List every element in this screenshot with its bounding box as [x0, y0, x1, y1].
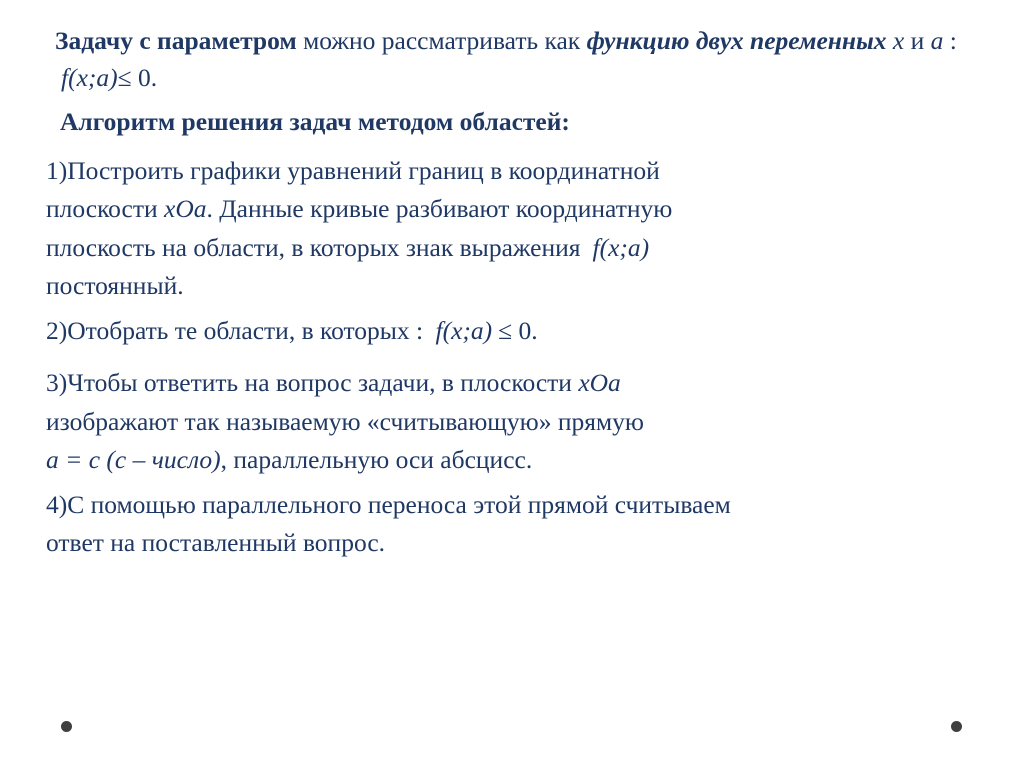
step-4-line-1: 4)С помощью параллельного переноса этой прямой считываем [46, 490, 731, 520]
step-1-line-4: постоянный. [46, 270, 184, 300]
intro-colon: : [943, 26, 957, 55]
step-2-formula: f(x;a) [435, 316, 493, 346]
intro-italic-x: x [886, 26, 905, 55]
step-3 [46, 364, 978, 479]
step-3-line-3-rest: , параллельную оси абсцисс. [220, 444, 533, 474]
step-2-line-1-a: 2)Отобрать те области, в которых : [46, 316, 430, 346]
step-3-line-3 [46, 441, 978, 479]
step-1-line-2-a: плоскости [46, 194, 165, 224]
step-1-line-1: 1)Построить графики уравнений границ в координатной [46, 156, 660, 186]
intro-formula: f(x;a) [61, 63, 118, 93]
step-1-line-2-b: . Данные кривые разбивают координатную [206, 194, 673, 224]
slide-footer-decoration [0, 717, 1024, 737]
step-3-plane-label: xOa [578, 368, 621, 398]
step-2-line-1 [46, 312, 978, 350]
step-1-line-2 [46, 190, 978, 228]
step-1 [46, 152, 978, 305]
intro-relation: ≤ 0. [117, 63, 158, 93]
intro-bolditalic-phrase: функцию двух переменных [586, 26, 887, 55]
intro-mid2: и [904, 26, 931, 55]
bottom-right-dot [951, 721, 962, 732]
bottom-left-dot [61, 721, 72, 732]
step-2 [46, 312, 978, 350]
step-3-line-1 [46, 364, 978, 402]
step-4 [46, 486, 978, 563]
algorithm-heading: Алгоритм решения задач методом областей: [60, 107, 570, 137]
step-3-line-1-a: 3)Чтобы ответить на вопрос задачи, в плоскости [46, 368, 579, 398]
step-4-line-2: ответ на поставленный вопрос. [46, 528, 386, 558]
step-1-formula: f(x;a) [592, 232, 650, 262]
step-1-plane-label: xOa [164, 194, 207, 224]
step-3-equation: a = c (c – число) [46, 444, 221, 474]
step-1-line-3-a: плоскость на области, в которых знак выражения [46, 232, 581, 262]
step-2-relation: ≤ 0. [498, 316, 538, 346]
intro-paragraph [46, 22, 978, 96]
intro-mid: можно рассматривать как [296, 26, 587, 55]
step-3-line-2: изображают так называемую «считывающую» прямую [46, 406, 644, 436]
step-1-line-3 [46, 229, 978, 267]
intro-bold-start: Задачу с параметром [55, 26, 297, 55]
intro-italic-a: a [930, 26, 944, 55]
